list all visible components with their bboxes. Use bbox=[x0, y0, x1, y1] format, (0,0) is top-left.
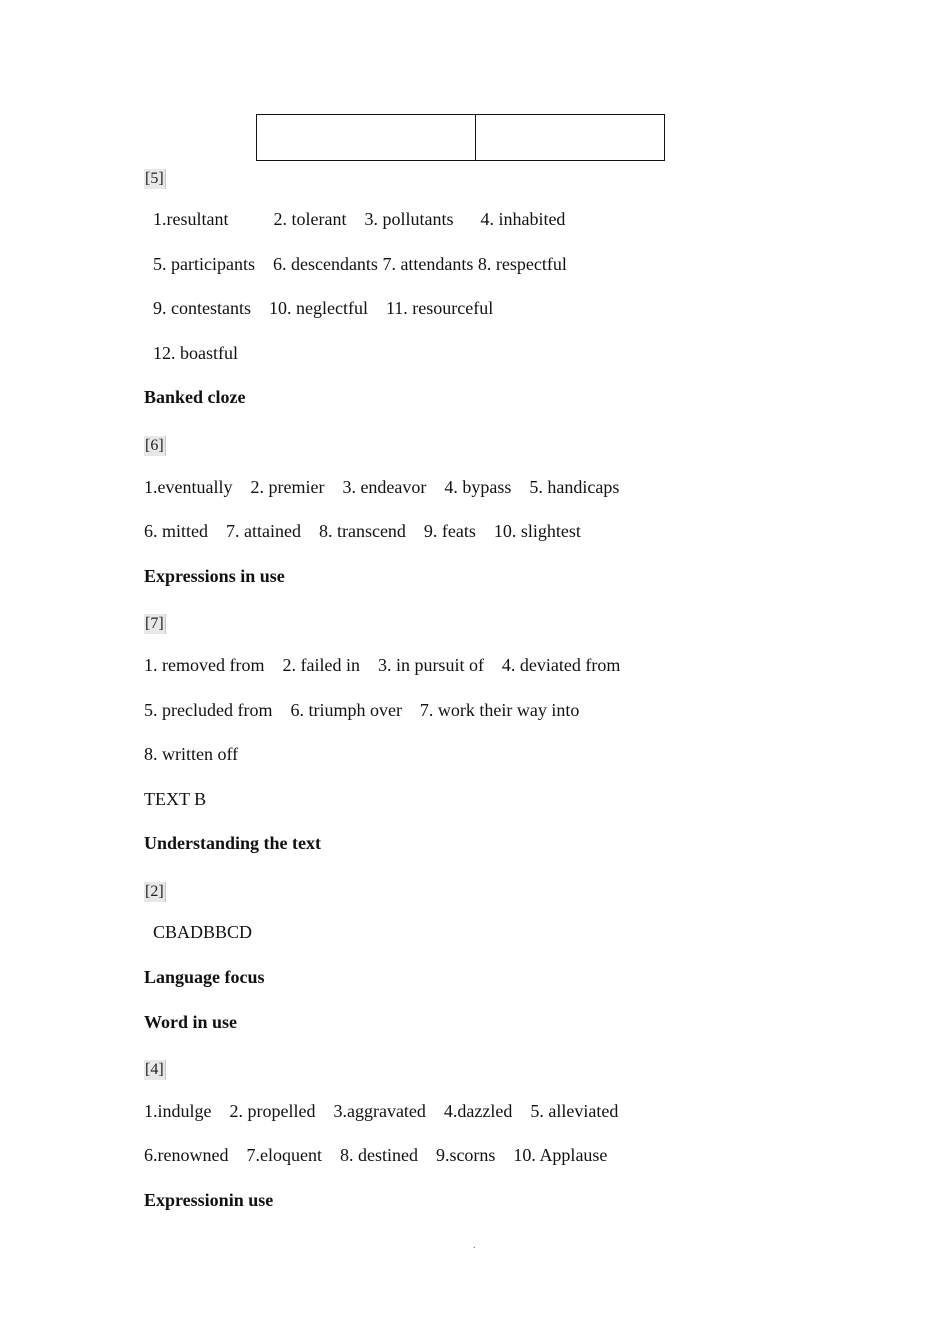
section-marker-2 bbox=[144, 879, 166, 902]
answer-line-6: 6. mitted 7. attained 8. transcend 9. feats 10. slightest bbox=[144, 521, 581, 541]
marker-label: [2] bbox=[145, 883, 164, 900]
heading-banked-cloze: Banked cloze bbox=[144, 387, 246, 407]
answer-line-2: 5. participants 6. descendants 7. attendants 8. respectful bbox=[153, 254, 567, 274]
heading-expressions-in-use: Expressions in use bbox=[144, 566, 285, 586]
heading-text-b: TEXT B bbox=[144, 789, 207, 809]
answer-line-1: 1.resultant 2. tolerant 3. pollutants 4. inhabited bbox=[153, 209, 566, 229]
answer-line-9: 8. written off bbox=[144, 744, 239, 764]
marker-label: [5] bbox=[145, 170, 164, 187]
page-footer-dot: . bbox=[473, 1240, 476, 1251]
section-marker-5 bbox=[144, 166, 166, 189]
section-marker-6 bbox=[144, 433, 166, 456]
heading-language-focus: Language focus bbox=[144, 967, 265, 987]
answer-line-10: CBADBBCD bbox=[153, 922, 253, 942]
answer-line-4: 12. boastful bbox=[153, 343, 238, 363]
table-row bbox=[257, 115, 665, 161]
table-cell bbox=[476, 115, 665, 161]
marker-label: [6] bbox=[145, 437, 164, 454]
answer-line-8: 5. precluded from 6. triumph over 7. work their way into bbox=[144, 700, 580, 720]
heading-understanding-the-text: Understanding the text bbox=[144, 833, 322, 853]
table-cell bbox=[257, 115, 476, 161]
section-marker-7 bbox=[144, 611, 166, 634]
heading-expression-in-use: Expressionin use bbox=[144, 1190, 274, 1210]
answer-line-3: 9. contestants 10. neglectful 11. resourceful bbox=[153, 298, 494, 318]
answer-line-11: 1.indulge 2. propelled 3.aggravated 4.dazzled 5. alleviated bbox=[144, 1101, 619, 1121]
answer-line-12: 6.renowned 7.eloquent 8. destined 9.scorns 10. Applause bbox=[144, 1145, 608, 1165]
answer-line-5: 1.eventually 2. premier 3. endeavor 4. bypass 5. handicaps bbox=[144, 477, 620, 497]
marker-label: [4] bbox=[145, 1061, 164, 1078]
heading-word-in-use: Word in use bbox=[144, 1012, 238, 1032]
marker-label: [7] bbox=[145, 615, 164, 632]
answer-line-7: 1. removed from 2. failed in 3. in pursuit of 4. deviated from bbox=[144, 655, 621, 675]
section-marker-4 bbox=[144, 1057, 166, 1080]
empty-table bbox=[256, 114, 665, 161]
